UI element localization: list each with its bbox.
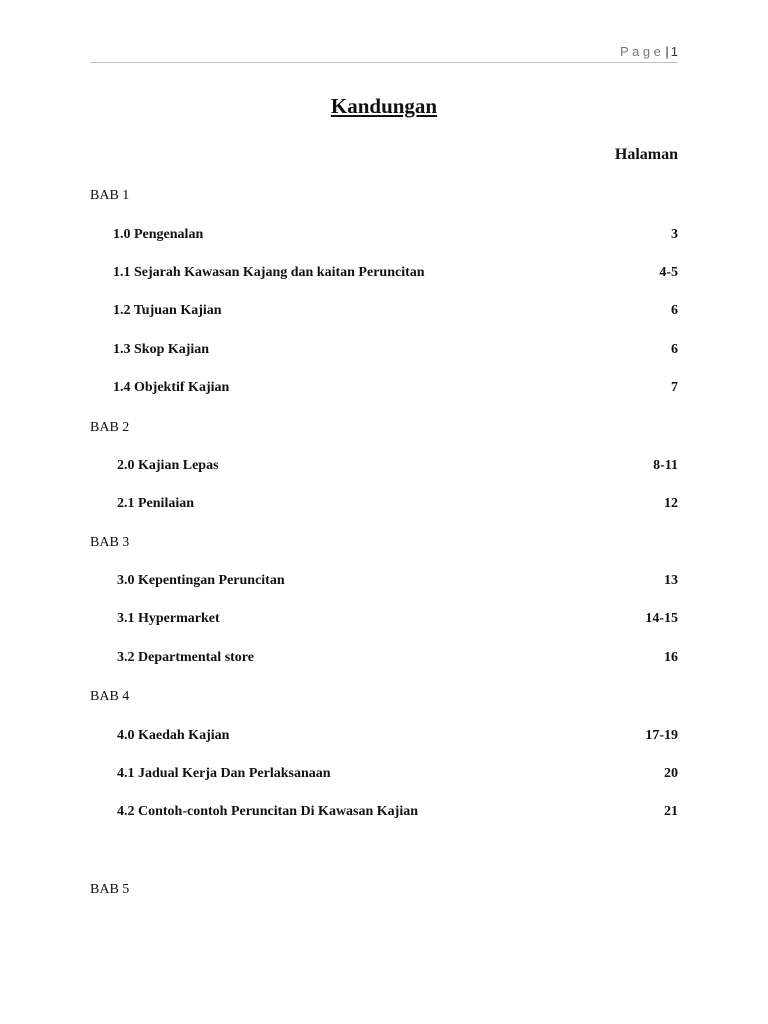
toc-entry[interactable] <box>117 496 678 516</box>
chapter-heading-bab-5: BAB 5 <box>90 882 130 897</box>
toc-entry[interactable] <box>113 303 678 323</box>
toc-entry[interactable] <box>117 611 678 631</box>
toc-entry-label: 1.4 Objektif Kajian <box>113 380 230 395</box>
header-rule <box>90 62 678 63</box>
toc-entry-label: 3.0 Kepentingan Peruncitan <box>117 573 285 588</box>
toc-entry-page: 8-11 <box>653 458 678 473</box>
page-number: 1 <box>670 44 678 59</box>
toc-entry-page: 14-15 <box>645 611 678 626</box>
toc-entry-label: 1.0 Pengenalan <box>113 227 204 242</box>
toc-entry-page: 12 <box>664 496 678 511</box>
chapter-heading-bab-2: BAB 2 <box>90 420 130 435</box>
page-separator: | <box>665 44 669 59</box>
chapter-heading-bab-1: BAB 1 <box>90 188 130 203</box>
document-title: Kandungan <box>330 94 438 118</box>
toc-entry[interactable] <box>117 573 678 593</box>
toc-entry[interactable] <box>113 342 678 362</box>
toc-entry-page: 7 <box>671 380 678 395</box>
toc-entry[interactable] <box>113 265 678 285</box>
toc-entry-page: 3 <box>671 227 678 242</box>
toc-entry-label: 2.1 Penilaian <box>117 496 195 511</box>
toc-entry-page: 16 <box>664 650 678 665</box>
toc-entry-label: 1.3 Skop Kajian <box>113 342 210 357</box>
toc-entry[interactable] <box>117 804 678 824</box>
halaman-column-label: Halaman <box>614 146 678 163</box>
chapter-heading-bab-4: BAB 4 <box>90 689 130 704</box>
toc-entry[interactable] <box>117 728 678 748</box>
toc-entry-label: 4.0 Kaedah Kajian <box>117 728 230 743</box>
toc-entry-label: 1.1 Sejarah Kawasan Kajang dan kaitan Peruncitan <box>113 265 425 280</box>
toc-entry[interactable] <box>117 650 678 670</box>
toc-entry-label: 1.2 Tujuan Kajian <box>113 303 222 318</box>
toc-entry[interactable] <box>113 380 678 400</box>
toc-entry-label: 3.2 Departmental store <box>117 650 254 665</box>
toc-entry-label: 4.2 Contoh-contoh Peruncitan Di Kawasan Kajian <box>117 804 419 819</box>
toc-entry-page: 4-5 <box>659 265 678 280</box>
toc-entry[interactable] <box>113 227 678 247</box>
toc-entry[interactable] <box>117 458 678 478</box>
toc-entry-page: 20 <box>664 766 678 781</box>
page-label: Page <box>620 44 665 59</box>
toc-entry[interactable] <box>117 766 678 786</box>
toc-entry-page: 6 <box>671 342 678 357</box>
chapter-heading-bab-3: BAB 3 <box>90 535 130 550</box>
toc-entry-page: 13 <box>664 573 678 588</box>
toc-entry-page: 17-19 <box>645 728 678 743</box>
toc-entry-label: 3.1 Hypermarket <box>117 611 220 626</box>
toc-entry-page: 6 <box>671 303 678 318</box>
toc-entry-page: 21 <box>664 804 678 819</box>
toc-entry-label: 2.0 Kajian Lepas <box>117 458 219 473</box>
toc-entry-label: 4.1 Jadual Kerja Dan Perlaksanaan <box>117 766 331 781</box>
page-header <box>620 44 678 59</box>
